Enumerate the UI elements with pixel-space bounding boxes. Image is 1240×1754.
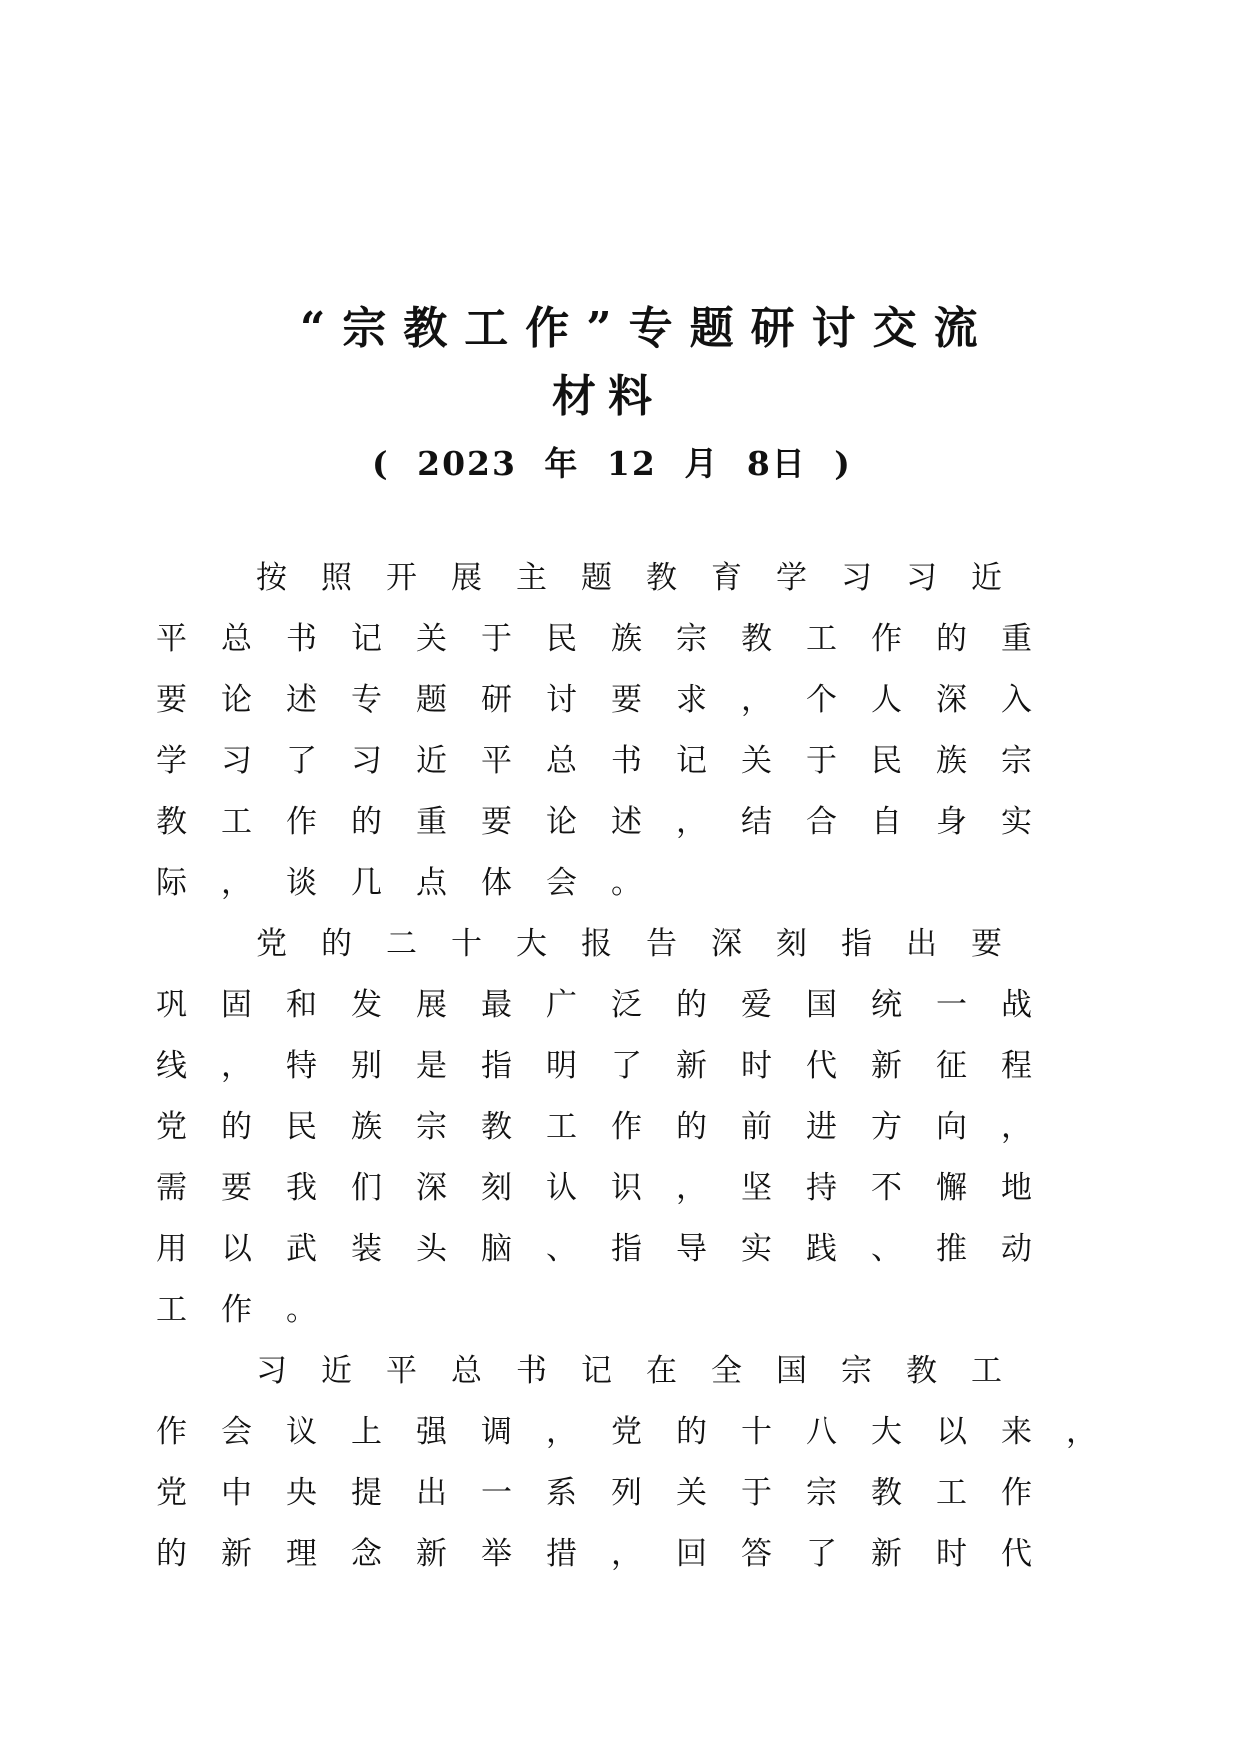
paragraph-line: 的新理念新举措，回答了新时代	[156, 1536, 1066, 1572]
paragraph-line: 习近平总书记在全国宗教工	[256, 1353, 1036, 1389]
paragraph-line: 线，特别是指明了新时代新征程	[156, 1048, 1066, 1084]
paragraph-line: 要论述专题研讨要求，个人深入	[156, 682, 1066, 718]
paragraph-line: 际，谈几点体会。	[156, 865, 676, 901]
paragraph-line: 党的民族宗教工作的前进方向，	[156, 1109, 1066, 1145]
document-title: “宗教工作”专题研讨交流	[300, 303, 995, 354]
paragraph-line: 作会议上强调，党的十八大以来，	[156, 1414, 1131, 1450]
paragraph-line: 学习了习近平总书记关于民族宗	[156, 743, 1066, 779]
paragraph-line: 用以武装头脑、指导实践、推动	[156, 1231, 1066, 1267]
document-date: ( 2023 年 12 月 8日 )	[372, 444, 852, 483]
paragraph-line: 需要我们深刻认识，坚持不懈地	[156, 1170, 1066, 1206]
document-body	[156, 548, 1131, 1585]
paragraph-line: 教工作的重要论述，结合自身实	[156, 804, 1066, 840]
paragraph-line: 党的二十大报告深刻指出要	[256, 926, 1036, 962]
document-title-line-2: 材料	[552, 371, 664, 422]
paragraph-line: 党中央提出一系列关于宗教工作	[156, 1475, 1066, 1511]
paragraph-line: 按照开展主题教育学习习近	[256, 560, 1036, 596]
paragraph-line: 工作。	[156, 1292, 351, 1328]
paragraph-line: 平总书记关于民族宗教工作的重	[156, 621, 1066, 657]
paragraph-line: 巩固和发展最广泛的爱国统一战	[156, 987, 1066, 1023]
